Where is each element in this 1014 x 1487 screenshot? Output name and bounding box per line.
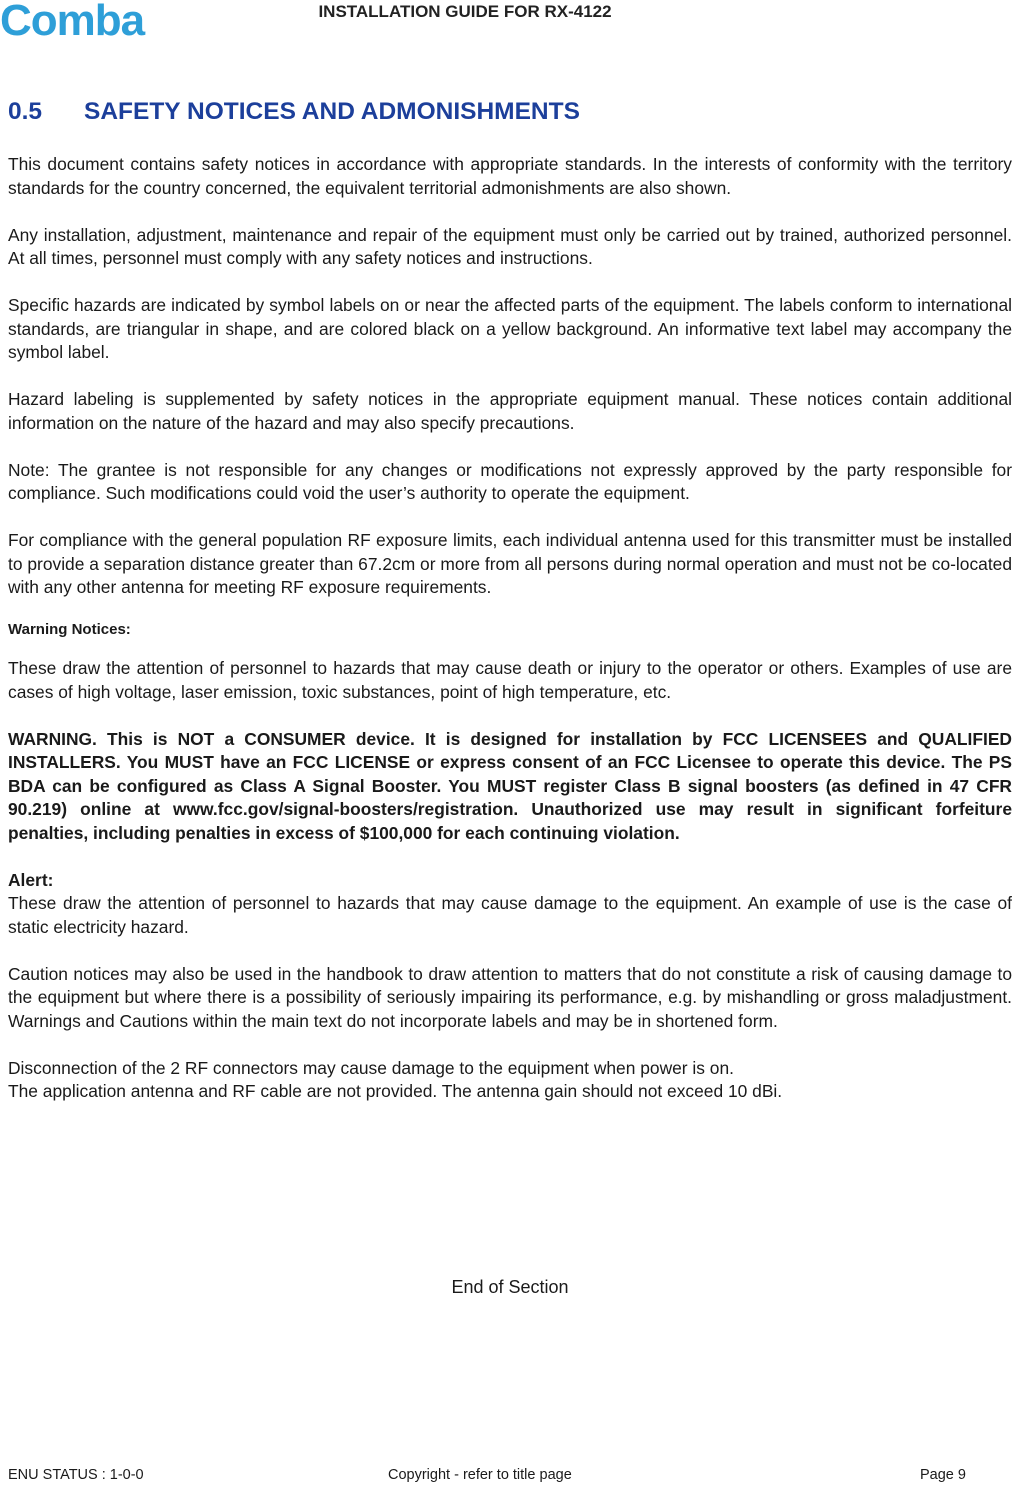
paragraph: Specific hazards are indicated by symbol labels on or near the affected parts of the equipment. The labels conform to international standards, are triangular in shape, and are colored black on a yellow background. An informative text label may accompany the symbol label. [8,295,1012,362]
warning-notices-heading: Warning Notices: [8,620,131,638]
footer-status: ENU STATUS : 1-0-0 [8,1467,144,1483]
paragraph: For compliance with the general population RF exposure limits, each individual antenna used for this transmitter must be installed to provide a separation distance greater than 67.2cm or more from all persons during normal operation and must not be co-located with any other antenna for meeting RF exposure requirements. [8,530,1012,597]
paragraph: Hazard labeling is supplemented by safety notices in the appropriate equipment manual. These notices contain additional information on the nature of the hazard and may also specify precautions. [8,389,1012,433]
document-body [8,153,1012,1104]
footer-copyright: Copyright - refer to title page [388,1467,572,1483]
section-heading [8,98,580,126]
warning-notices-text: These draw the attention of personnel to hazards that may cause death or injury to the operator or others. Examples of use are cases of high voltage, laser emission, toxic substances, point of high temperature, etc. [8,658,1012,702]
section-number: 0.5 [8,98,43,125]
caution-text: Caution notices may also be used in the handbook to draw attention to matters that do not constitute a risk of causing damage to the equipment but where there is a possibility of seriously impairing its performance, e.g. by mishandling or gross maladjustment. Warnings and Cautions within the main text do not incorporate labels and may be in shortened form. [8,963,1012,1031]
section-title: SAFETY NOTICES AND ADMONISHMENTS [84,98,580,125]
fcc-warning-text: WARNING. This is NOT a CONSUMER device. It is designed for installation by FCC LICENSEES and QUALIFIED INSTALLERS. You MUST have an FCC LICENSE or express consent of an FCC Licensee to operate this device. The PS BDA can be configured as Class A Signal Booster. You MUST register Class B signal boosters (as defined in 47 CFR 90.219) online at www.fcc.gov/signal-boosters/registration. Unauthorized use may result in significant forfeiture penalties, including penalties in excess of $100,000 for each continuing violation. [8,728,1012,843]
paragraph: Any installation, adjustment, maintenance and repair of the equipment must only be carried out by trained, authorized personnel. At all times, personnel must comply with any safety notices and instructions. [8,224,1012,268]
antenna-text: The application antenna and RF cable are not provided. The antenna gain should not exceed 10 dBi. [8,1081,783,1101]
document-title: INSTALLATION GUIDE FOR RX-4122 [318,2,612,21]
comba-logo: Comba [0,0,145,45]
paragraph: Note: The grantee is not responsible for any changes or modifications not expressly approved by the party responsible for compliance. Such modifications could void the user’s authority to operate the equipment. [8,459,1012,503]
end-of-section: End of Section [451,1277,569,1297]
disconnection-text: Disconnection of the 2 RF connectors may cause damage to the equipment when power is on. [8,1057,734,1078]
alert-text: These draw the attention of personnel to hazards that may cause damage to the equipment. An example of use is the case of static electricity hazard. [8,893,1012,937]
footer-page-number: Page 9 [920,1467,966,1483]
alert-heading: Alert: [8,869,54,890]
paragraph: This document contains safety notices in accordance with appropriate standards. In the interests of conformity with the territory standards for the country concerned, the equivalent territorial admonishments are also shown. [8,154,1012,198]
